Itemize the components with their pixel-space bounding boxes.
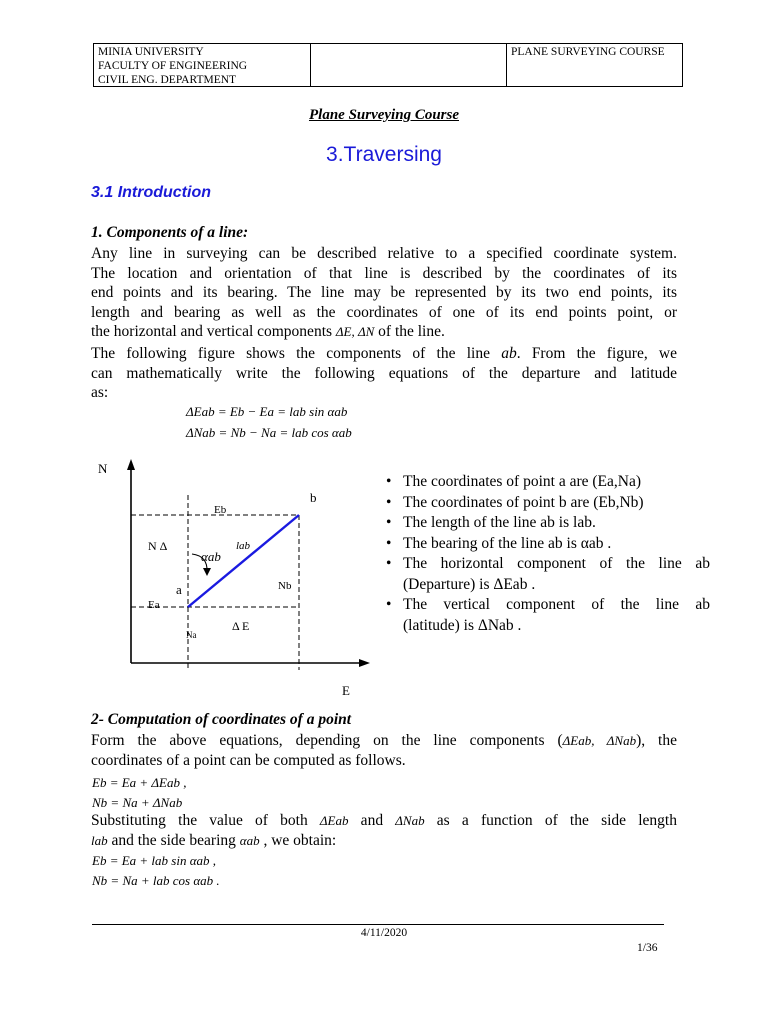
header-course-cell (507, 44, 682, 86)
text-run: and (348, 812, 396, 829)
text-run: ), the (636, 732, 677, 749)
header-table (93, 43, 683, 87)
course-title: Plane Surveying Course (308, 107, 459, 123)
math-delta-eab: ΔEab (319, 813, 349, 828)
para-line: The location and orientation of that line is described by the coordinates of its (91, 264, 677, 282)
equation-nb: Nb = Na + ΔNab (92, 795, 183, 810)
header-empty-cell (311, 44, 507, 86)
footer-date: 4/11/2020 (360, 927, 408, 939)
equation-eb-expanded: Eb = Ea + lab sin αab , (92, 853, 217, 868)
bearing-arrow-icon (203, 568, 211, 576)
header-university: MINIA UNIVERSITY (98, 46, 204, 58)
list-item (384, 513, 710, 534)
para-line: as: (91, 384, 109, 402)
text-run: and the side bearing (107, 831, 240, 849)
substitution-paragraph (91, 811, 677, 850)
para-line (91, 344, 677, 364)
label-nb: Nb (278, 580, 292, 592)
figure-legend-list (384, 472, 710, 636)
list-item-text: • The coordinates of point a are (Ea,Na) (403, 473, 641, 490)
label-point-b: b (310, 490, 317, 505)
header-faculty: FACULTY OF ENGINEERING (98, 60, 248, 72)
line-components-figure (90, 455, 380, 705)
label-delta-e: Δ E (232, 619, 250, 633)
list-item (384, 534, 710, 555)
para-line (91, 831, 677, 851)
list-item-text: (latitude) is ΔNab . (403, 616, 522, 634)
components-heading: 1. Components of a line: (91, 224, 249, 241)
figure-intro-paragraph (91, 344, 677, 403)
list-item-text: • The length of the line ab is lab. (403, 514, 596, 531)
text-run: as a function of the side length (424, 812, 677, 829)
text-run: the horizontal and vertical components (91, 323, 336, 341)
chapter-title: 3.Traversing (326, 143, 442, 166)
math-ab: ab (501, 345, 517, 362)
equation-departure: ΔEab = Eb − Ea = lab sin αab (186, 404, 348, 419)
text-run: Substituting the value of both (91, 812, 320, 829)
axis-label-n: N (98, 461, 108, 476)
computation-heading: 2- Computation of coordinates of a point (91, 711, 352, 728)
label-na: Na (186, 630, 197, 640)
list-item (384, 472, 710, 493)
section-title: 3.1 Introduction (91, 184, 211, 201)
para-line (91, 731, 677, 751)
label-point-a: a (176, 582, 182, 597)
text-run: of the line. (374, 323, 445, 341)
equation-latitude: ΔNab = Nb − Na = lab cos αab (186, 425, 352, 440)
label-lab: lab (236, 540, 251, 552)
para-line (91, 322, 677, 342)
label-delta-n: N Δ (148, 539, 168, 553)
para-line (91, 811, 677, 831)
components-paragraph (91, 244, 677, 342)
list-item-text: (Departure) is ΔEab . (403, 575, 536, 593)
equation-eb: Eb = Ea + ΔEab , (92, 775, 187, 790)
header-department: CIVIL ENG. DEPARTMENT (98, 74, 237, 86)
para-line: end points and its bearing. The line may be represented by its two end points, its (91, 284, 677, 302)
text-run: The following figure shows the components of the line (91, 345, 502, 362)
e-axis-arrow-icon (359, 659, 370, 667)
list-item (384, 595, 710, 636)
math-lab: lab (91, 832, 108, 848)
list-item-text: • The horizontal component of the line ab (403, 555, 710, 572)
label-alpha-ab: αab (201, 549, 221, 564)
page-number: 1/36 (637, 942, 658, 954)
list-item (384, 554, 710, 595)
list-item (384, 493, 710, 514)
label-eb: Eb (214, 504, 227, 516)
math-alpha-ab: αab (239, 832, 260, 848)
text-run: , we obtain: (259, 831, 337, 849)
math-components: ΔE, ΔN (335, 324, 375, 340)
text-run: . From the figure, we (516, 345, 678, 362)
computation-paragraph (91, 731, 677, 770)
dashed-guides (131, 495, 299, 670)
list-item-text: • The bearing of the line ab is αab . (403, 534, 612, 552)
list-item-text: • The vertical component of the line ab (403, 596, 710, 613)
text-run: Form the above equations, depending on the line components ( (91, 732, 563, 749)
para-line: length and bearing as well as the coordinates of one of its end points point, or (91, 303, 677, 321)
axis-label-e: E (342, 683, 350, 698)
math-delta-nab: ΔNab (395, 813, 425, 828)
para-line: coordinates of a point can be computed as follows. (91, 751, 406, 769)
math-line-components: ΔEab, ΔNab (562, 733, 637, 748)
equation-nb-expanded: Nb = Na + lab cos αab . (92, 873, 220, 888)
header-course-name: PLANE SURVEYING COURSE (511, 46, 665, 58)
para-line: Any line in surveying can be described relative to a specified coordinate system. (91, 245, 677, 262)
n-axis-arrow-icon (127, 459, 135, 470)
para-line: can mathematically write the following equations of the departure and latitude (91, 364, 677, 382)
header-institution (94, 44, 311, 86)
footer-rule (92, 924, 664, 925)
list-item-text: • The coordinates of point b are (Eb,Nb) (403, 493, 644, 511)
label-ea: Ea (148, 599, 160, 611)
